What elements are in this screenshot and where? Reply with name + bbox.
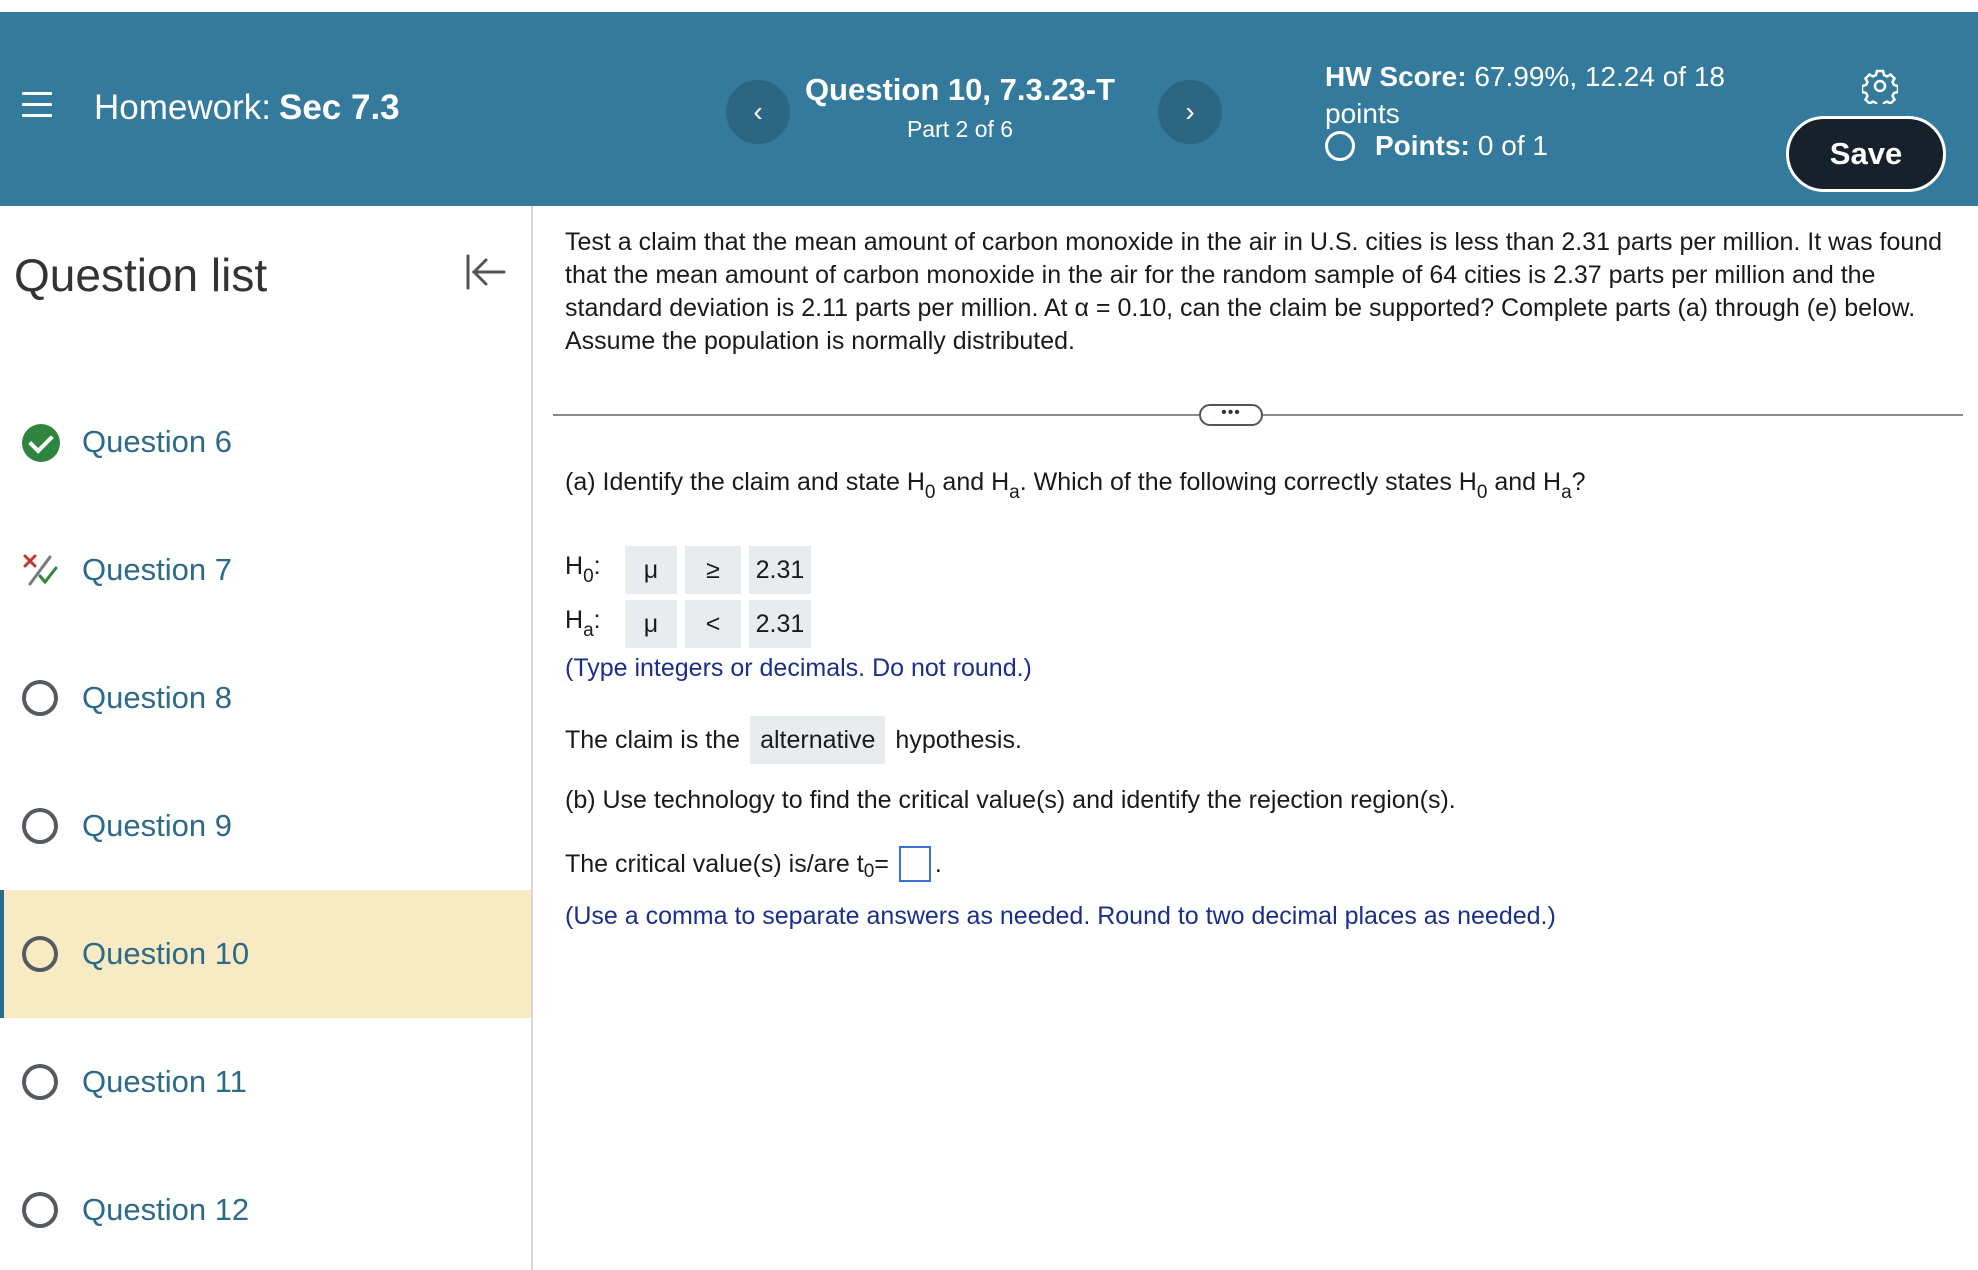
question-item-10[interactable] (0, 890, 531, 1018)
chevron-left-icon: ‹ (753, 96, 763, 127)
part-a-hint: (Type integers or decimals. Do not round.) (565, 654, 1032, 682)
header-bar (0, 12, 1978, 206)
question-content (535, 206, 1978, 1270)
claim-statement (565, 716, 1022, 764)
unanswered-ring-icon (22, 680, 58, 716)
null-hypothesis-row (565, 546, 819, 594)
part-b-hint: (Use a comma to separate answers as needed. Round to two decimal places as needed.) (565, 902, 1556, 930)
claim-prefix: The claim is the (565, 725, 741, 754)
claim-type-select[interactable]: alternative (750, 716, 885, 764)
question-title: Question 10, 7.3.23-T (804, 72, 1116, 107)
question-item-label: Question 6 (82, 424, 232, 459)
unanswered-ring-icon (22, 936, 58, 972)
hw-score (1325, 58, 1745, 132)
part-a-prompt: (a) Identify the claim and state $H_0$ and $H_a$. Which of the following correctly states $H_0$ and $H_a$? (565, 468, 1586, 503)
question-list-sidebar (0, 206, 533, 1270)
save-button[interactable]: Save (1786, 116, 1946, 192)
problem-statement: Test a claim that the mean amount of carbon monoxide in the air in U.S. cities is less than 2.31 parts per million. It was found that the mean amount of carbon monoxide in the air for the random sample of 64 cities is 2.37 parts per million and the standard deviation is 2.11 parts per million. At α = 0.10, can the claim be supported? Complete parts (a) through (e) below. Assume the population is normally distributed. (565, 228, 1943, 355)
homework-name: Sec 7.3 (278, 88, 400, 127)
homework-label: Homework: (94, 88, 271, 127)
part-b-prompt: (b) Use technology to find the critical value(s) and identify the rejection region(s). (565, 786, 1456, 814)
points-label: Points: (1375, 130, 1470, 161)
h0-value-input[interactable]: 2.31 (749, 546, 811, 594)
unanswered-ring-icon (22, 1192, 58, 1228)
points-value: 0 of 1 (1477, 130, 1548, 161)
unanswered-ring-icon (22, 808, 58, 844)
question-item-label: Question 12 (82, 1192, 250, 1227)
question-part: Part 2 of 6 (906, 116, 1014, 142)
question-item-label: Question 9 (82, 808, 232, 843)
question-item-12[interactable] (0, 1146, 531, 1270)
question-list-title: Question list (14, 249, 268, 301)
critical-value-input[interactable] (899, 846, 931, 882)
next-question-button[interactable] (1158, 80, 1222, 144)
claim-suffix: hypothesis. (895, 725, 1022, 754)
question-item-label: Question 11 (82, 1064, 247, 1099)
collapse-sidebar-icon[interactable] (462, 248, 510, 296)
null-hypothesis-label: $H_0$: (565, 551, 601, 587)
alternative-hypothesis-label: $H_a$: (565, 605, 601, 641)
h0-operator-select[interactable]: ≥ (685, 546, 741, 594)
partial-credit-icon (22, 552, 58, 588)
question-item-label: Question 8 (82, 680, 232, 715)
expand-problem-button[interactable]: ••• (1199, 404, 1263, 426)
question-item-11[interactable] (0, 1018, 531, 1146)
gear-icon[interactable] (1862, 68, 1898, 104)
hw-score-label: HW Score: (1325, 61, 1467, 92)
homework-title (94, 88, 400, 128)
question-item-7[interactable] (0, 506, 531, 634)
points-ring-icon (1325, 131, 1355, 161)
question-item-label: Question 7 (82, 552, 232, 587)
ha-parameter-select[interactable]: μ (625, 600, 677, 648)
chevron-right-icon: › (1185, 96, 1195, 127)
ha-value-input[interactable]: 2.31 (749, 600, 811, 648)
menu-icon[interactable] (22, 92, 52, 122)
correct-check-icon (22, 424, 58, 460)
alternative-hypothesis-row (565, 600, 819, 648)
ha-operator-select[interactable]: < (685, 600, 741, 648)
hw-score-value: 67.99%, 12.24 of 18 points (1325, 61, 1726, 129)
critical-value-line: The critical value(s) is/are t 0 = . (565, 846, 942, 882)
question-item-label: Question 10 (82, 936, 250, 971)
points-status (1325, 130, 1548, 162)
h0-parameter-select[interactable]: μ (625, 546, 677, 594)
question-item-8[interactable] (0, 634, 531, 762)
unanswered-ring-icon (22, 1064, 58, 1100)
question-item-9[interactable] (0, 762, 531, 890)
top-strip (0, 0, 1978, 12)
question-item-6[interactable] (0, 378, 531, 506)
